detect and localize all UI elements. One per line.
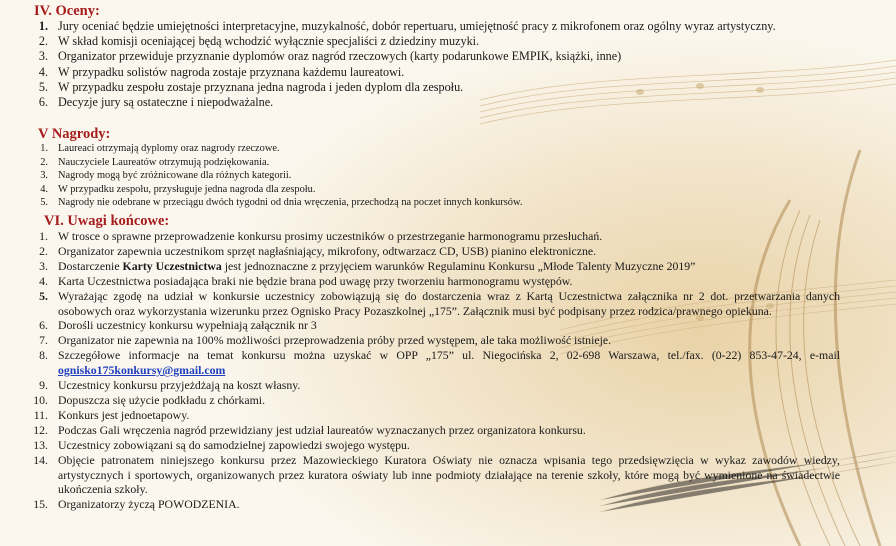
list-item — [22, 259, 840, 274]
item-text: Organizator zapewnia uczestnikom sprzęt nagłaśniający, mikrofony, odtwarzacz CD, USB) pianino elektroniczne. — [58, 243, 597, 258]
item-text — [58, 348, 840, 378]
item-text: W skład komisji oceniającej będą wchodzić wyłącznie specjaliści z dziedziny muzyki. — [58, 34, 480, 49]
item-text: Organizator nie zapewnia na 100% możliwości przeprowadzenia próby przed występem, ale taka możliwość istnieje. — [58, 333, 612, 348]
item-text: Objęcie patronatem niniejszego konkursu przez Mazowieckiego Kuratora Oświaty nie oznacza wpisania tego przedsięwzięcia w wykaz zawodów wiedzy, artystycznych i sportowych, organizowanych przez kuratora oświaty lub inne podmioty działające na terenie szkoły, które mogą być wymienione na świadectwie ukończenia szkoły. — [58, 452, 840, 497]
item-number: 8. — [39, 348, 48, 363]
list-item — [22, 453, 840, 498]
item-number: 1. — [40, 143, 48, 154]
list-item — [22, 333, 840, 348]
section-heading-oceny: IV. Oceny: — [34, 3, 100, 19]
item-number: 6. — [38, 95, 48, 110]
item-number: 3. — [40, 170, 48, 182]
item-text: Konkurs jest jednoetapowy. — [58, 407, 190, 422]
item-text: Nagrody nie odebrane w przeciągu dwóch tygodni od dnia wręczenia, przechodzą na poczet innych konkursów. — [58, 197, 523, 209]
section-heading-nagrody: V Nagrody: — [38, 126, 111, 142]
item-text: Karta Uczestnictwa posiadająca braki nie będzie brana pod uwagę przy tworzeniu harmonogramu występów. — [58, 273, 573, 288]
list-item — [22, 229, 840, 244]
item-text-start: Dostarczenie — [58, 258, 123, 273]
item-text: Dopuszcza się użycie podkładu z chórkami. — [58, 392, 266, 407]
item-text: W przypadku solistów nagroda zostaje przyznana każdemu laureatowi. — [58, 64, 405, 79]
item-number: 3. — [39, 258, 48, 273]
item-text: Nauczyciele Laureatów otrzymują podziękowania. — [58, 156, 270, 168]
list-nagrody — [22, 142, 840, 210]
item-number: 5. — [38, 79, 48, 94]
list-item — [22, 423, 840, 438]
list-item — [22, 289, 840, 319]
list-item — [22, 95, 840, 110]
item-text: Organizatorzy życzą POWODZENIA. — [58, 497, 240, 512]
item-text-end: jest jednoznaczne z przyjęciem warunków Regulaminu Konkursu „Młode Talenty Muzyczne 2019” — [221, 258, 696, 273]
item-text: Wyrażając zgodę na udział w konkursie uczestnicy zobowiązują się do dostarczenia wraz z Kartą Uczestnictwa załącznika nr 2 dot. przetwarzania danych osobowych oraz wykorzystania wizerunku przez Ognisko Pracy Pozaszkolnej „175”. Załącznik musi być podpisany przez rodzica/prawnego opiekuna. — [58, 288, 840, 318]
item-text: Uczestnicy konkursu przyjeżdżają na koszt własny. — [58, 378, 301, 393]
list-item — [22, 65, 840, 80]
list-item — [22, 318, 840, 333]
item-number: 11. — [33, 407, 48, 422]
item-number: 4. — [40, 183, 48, 195]
item-number: 10. — [33, 392, 48, 407]
list-item — [22, 49, 840, 64]
item-number: 1. — [38, 19, 48, 33]
list-item — [22, 19, 840, 34]
item-number: 15. — [33, 497, 48, 512]
item-number: 4. — [38, 64, 48, 79]
list-item — [22, 274, 840, 289]
item-text-bold: Karty Uczestnictwa — [122, 258, 222, 273]
item-text: W przypadku zespołu, przysługuje jedna nagroda dla zespołu. — [58, 183, 316, 195]
item-number: 5. — [40, 197, 48, 209]
item-text — [58, 259, 840, 274]
item-text: Jury oceniać będzie umiejętności interpretacyjne, muzykalność, dobór repertuaru, umiejętność pracy z mikrofonem oraz ogólny wyraz artystyczny. — [58, 19, 776, 33]
item-number: 9. — [39, 378, 48, 393]
item-number: 2. — [38, 34, 48, 49]
list-item — [22, 80, 840, 95]
item-number: 1. — [39, 229, 48, 243]
item-number: 3. — [38, 49, 48, 64]
item-number: 14. — [33, 452, 48, 467]
item-number: 6. — [39, 318, 48, 333]
list-item — [22, 196, 840, 210]
list-oceny — [22, 19, 840, 110]
item-number: 2. — [39, 243, 48, 258]
list-item — [22, 183, 840, 197]
section-heading-uwagi-koncowe: VI. Uwagi końcowe: — [44, 213, 170, 229]
list-item — [22, 378, 840, 393]
list-item — [22, 408, 840, 423]
item-text: Uczestnicy zobowiązani są do samodzielnej zapowiedzi swojego występu. — [58, 437, 410, 452]
item-number: 12. — [33, 422, 48, 437]
item-number: 2. — [40, 156, 48, 168]
item-text: Podczas Gali wręczenia nagród przewidziany jest udział laureatów wyznaczanych przez organizatora konkursu. — [58, 422, 586, 437]
email-link[interactable]: ognisko175konkursy@gmail.com — [58, 363, 226, 378]
list-item — [22, 438, 840, 453]
item-number: 7. — [39, 333, 48, 348]
list-item — [22, 348, 840, 378]
list-item — [22, 497, 840, 512]
item-text: Nagrody mogą być zróżnicowane dla różnych kategorii. — [58, 170, 292, 182]
item-text: Organizator przewiduje przyznanie dyplomów oraz nagród rzeczowych (karty podarunkowe EMPIK, książki, inne) — [58, 49, 622, 64]
item-text: Laureaci otrzymają dyplomy oraz nagrody rzeczowe. — [58, 143, 280, 154]
item-number: 5. — [39, 288, 48, 303]
list-item — [22, 142, 840, 156]
item-number: 13. — [33, 437, 48, 452]
list-item — [22, 393, 840, 408]
item-number: 4. — [39, 273, 48, 288]
item-text: W trosce o sprawne przeprowadzenie konkursu prosimy uczestników o przestrzeganie harmonogramu przesłuchań. — [58, 229, 603, 243]
list-uwagi-koncowe — [22, 229, 840, 512]
list-item — [22, 244, 840, 259]
list-item — [22, 169, 840, 183]
list-item — [22, 156, 840, 170]
item-text: Dorośli uczestnicy konkursu wypełniają załącznik nr 3 — [58, 318, 317, 333]
list-item — [22, 34, 840, 49]
item-text: Decyzje jury są ostateczne i niepodważalne. — [58, 95, 274, 110]
item-text-start: Szczegółowe informacje na temat konkursu można uzyskać w OPP „175” ul. Niegocińska 2, 02-698 Warszawa, tel./fax. (0-22) 853-47-24, e-mail — [58, 348, 840, 363]
item-text: W przypadku zespołu zostaje przyznana jedna nagroda i jeden dyplom dla zespołu. — [58, 79, 464, 94]
